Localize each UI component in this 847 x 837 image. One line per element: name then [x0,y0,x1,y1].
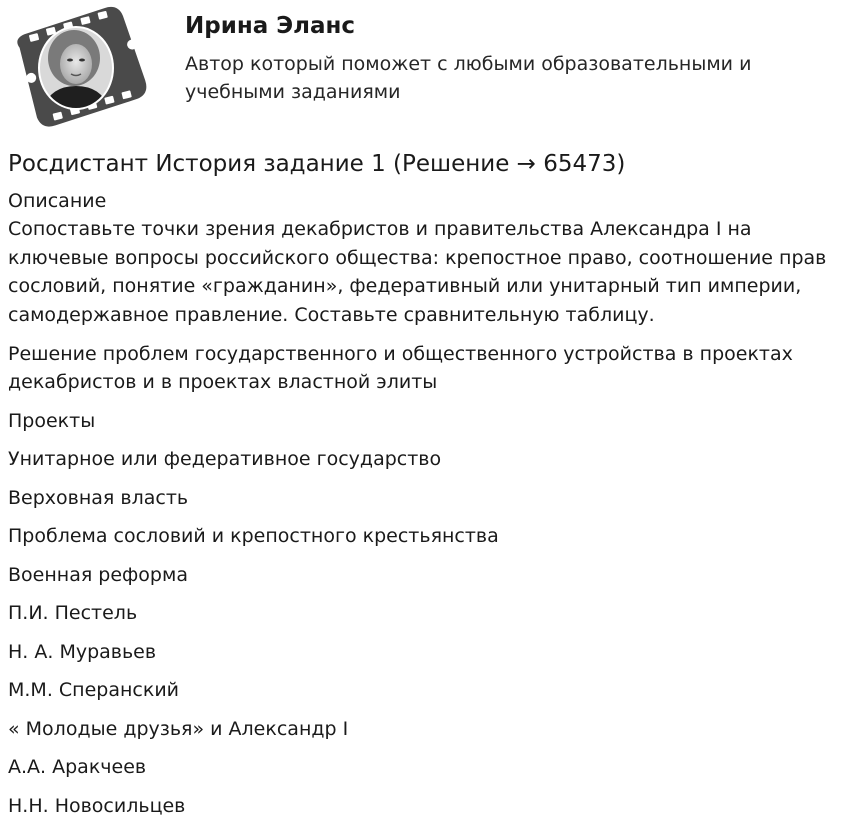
paragraph: « Молодые друзья» и Александр I [8,717,349,740]
film-frame-avatar-icon [6,6,152,128]
paragraph: Унитарное или федеративное государство [8,448,442,470]
paragraph: Н. А. Муравьев [8,640,157,663]
paragraph: А.А. Аракчеев [8,756,147,778]
author-header [0,0,847,135]
author-name: Ирина Эланс [185,13,356,39]
paragraph: Решение проблем государственного и общественного устройства в проектах декабристов и в проектах властной элиты [8,343,793,393]
page-title: Росдистант История задание 1 (Решение → 65473) [8,151,626,177]
avatar [6,6,152,128]
paragraph: Проблема сословий и крепостного крестьянства [8,525,499,547]
paragraph: Верховная власть [8,486,189,509]
paragraph: Военная реформа [8,563,188,586]
paragraph: Н.Н. Новосильцев [8,794,186,817]
description-text: Сопоставьте точки зрения декабристов и правительства Александра I на ключевые вопросы российского общества: крепостное право, соотношение прав сословий, понятие «гражданин», федеративный или унитарный тип империи, самодержавное правление. Составьте сравнительную таблицу. [8,218,827,326]
paragraph: М.М. Сперанский [8,679,180,701]
paragraph: Проекты [8,409,96,432]
author-description: Автор который поможет с любыми образовательными и учебными заданиями [185,53,752,103]
main-content [8,148,838,830]
description-label: Описание [8,190,107,212]
paragraph: П.И. Пестель [8,602,138,624]
